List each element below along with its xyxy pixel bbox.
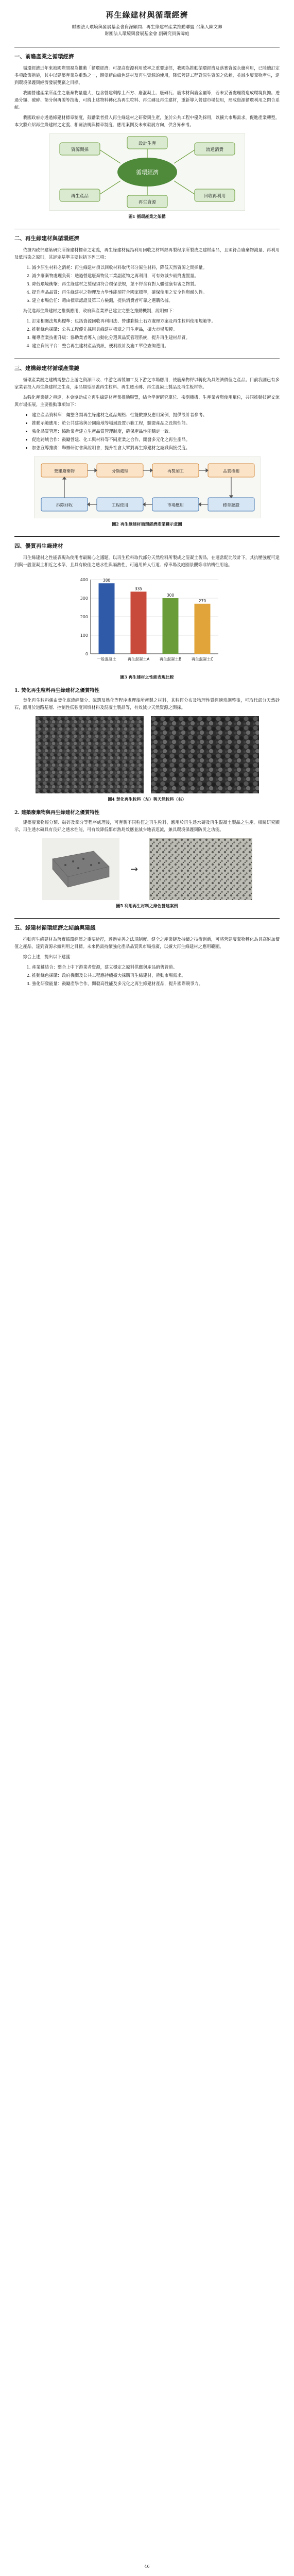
list-item: 3. 輔導產業技術升級：協助業者導入自動化分選與品質管理系統，提升再生建材品質。	[32, 334, 280, 341]
paragraph: 為強化產業鏈之串連，本會協助成立再生綠建材產業推動聯盟，結合學術研究單位、檢測機構、生產業者與使用單位，共同推動技術交流與市場拓展。主要推動事項如下：	[14, 395, 280, 407]
diagram-node-label: 再製加工	[167, 469, 184, 473]
paragraph: 綜合上述，提出以下建議：	[23, 954, 75, 959]
x-tick-label: 再生混凝土B	[159, 657, 181, 662]
diagram-node-label: 再生產品	[71, 194, 89, 199]
list-item: 4. 建立資訊平台：整合再生建材產品資訊，便利設計及施工單位查詢選用。	[32, 342, 280, 349]
paragraph: 為促進再生綠建材之推廣應用，政府與產業界已建立完整之推動機制，說明如下：	[23, 308, 177, 313]
y-tick-label: 200	[80, 615, 88, 619]
figure-caption: 圖5 利用再生材料之綠色營建案例	[116, 903, 178, 908]
natural-aggregate-photo	[151, 716, 259, 793]
diagram-center-label: 循環經濟	[135, 169, 159, 176]
section-heading-2: 二、再生綠建材與循環經濟	[14, 229, 280, 242]
numbered-list	[14, 317, 280, 349]
numbered-list	[14, 963, 280, 987]
data-label: 335	[134, 586, 142, 591]
list-item: • 建立產品資料庫：彙整各類再生綠建材之產品規格、性能數據及應用案例，提供設計者參考。	[32, 411, 280, 418]
figure-2-diagram	[34, 456, 261, 518]
author-block	[14, 24, 280, 38]
incineration-aggregate-photo	[36, 716, 144, 793]
document-title: 再生綠建材與循環經濟	[106, 10, 188, 20]
bar	[194, 604, 210, 654]
diagram-node-label: 工程使用	[111, 503, 128, 507]
paragraph: 依據內政部建築研究所綠建材標章之定義，再生綠建材係指利用回收之材料經再製程序所製成之建材產品，且須符合廢棄物減量、再利用及低污染之原則，其評定基準主要包括下列三項：	[14, 247, 280, 260]
diagram-node-label: 分類處理	[111, 469, 128, 473]
performance-bar-chart	[70, 573, 224, 671]
list-item: • 強化品質管理：協助業者建立生產品質管理制度，確保產品性能穩定一致。	[32, 428, 280, 435]
figure-1-diagram	[49, 133, 245, 211]
diagram-node-label: 資源開採	[71, 147, 89, 152]
section-heading-5: 五、綠建材循環經濟之結論與建議	[14, 918, 280, 931]
list-item: 2. 推動綠色採購：公共工程優先採用具綠建材標章之再生產品，擴大市場規模。	[32, 326, 280, 333]
author-line-1: 財團法人環境與發展基金會資深顧問、再生綠建材產業推動聯盟 召集人陳文卿	[72, 25, 222, 30]
bar	[98, 583, 114, 654]
paragraph: 焚化再生粒料係由焚化底渣經篩分、磁選及熟化等程序處理後所產製之材料，其粒徑分布及物理性質經適當調整後，可取代部分天然砂石，應用於道路基層、控制性低強度回填材料及混凝土製品等，有效減少天然資源之開採。	[14, 698, 280, 710]
list-item: 2. 推動綠色採購：政府機關及公共工程應持續擴大採購再生綠建材，帶動市場需求。	[32, 972, 280, 979]
paragraph: 建築廢棄物經分類、破碎及篩分等程序處理後，可產製不同粒徑之再生粒料，應用於再生透水磚及再生混凝土製品之生產。相關研究顯示，再生透水磚具有良好之透水性能，可有效降低都市熱島效應並減少地表逕流，兼具環境保護與防災之功能。	[14, 820, 280, 832]
aggregate-photos	[14, 716, 280, 793]
bar	[130, 591, 146, 654]
subsection-heading-2: 2. 建築廢棄物與再生綠建材之優質特性	[14, 810, 100, 816]
brick-sample-photo	[42, 838, 119, 900]
y-tick-label: 0	[85, 652, 88, 656]
x-tick-label: 再生混凝土A	[127, 657, 149, 662]
diagram-node-label: 設計生產	[138, 141, 156, 146]
diagram-node-label: 市場應用	[167, 503, 184, 507]
data-label: 270	[198, 598, 206, 603]
diagram-node-label: 品質檢測	[222, 469, 239, 473]
y-tick-label: 400	[80, 578, 88, 582]
figure-caption: 圖2 再生綠建材循環經濟產業鏈示意圖	[112, 521, 182, 527]
list-item: 2. 減少廢棄物處理負荷：透過營建廢棄物及工業副產物之再利用，可有效減少最終處置量。	[32, 272, 280, 279]
porous-material-photo	[149, 838, 252, 900]
author-line-2: 財團法人環境與發展基金會 副研究員黃暐庭	[105, 31, 189, 37]
x-tick-label: 一般混凝土	[96, 657, 116, 662]
diagram-node-label: 拆除回收	[56, 503, 73, 507]
y-tick-label: 100	[80, 633, 88, 638]
arrow-icon: →	[130, 863, 139, 875]
list-item: 1. 訂定相關法規與標準：包括資源回收再利用法、營建剩餘土石方處理方案及再生粒料使用規範等。	[32, 317, 280, 325]
section-heading-4: 四、優質再生綠建材	[14, 536, 280, 550]
paragraph: 再生綠建材之性能表現為使用者最關心之議題。以再生粒料取代部分天然粒料所製成之混凝土製品，在適當配比設計下，其抗壓強度可達到與一般混凝土相近之水準，且具有較佳之透水性與隔熱性，可適用於人行道、停車場及庭園景觀等非結構性用途。	[14, 555, 280, 567]
paragraph: 循環產業鏈之建構需整合上游之資源回收、中游之再製加工及下游之市場應用，使廢棄物得以轉化為具經濟價值之產品。目前我國已有多家業者投入再生綠建材之生產，產品類型涵蓋再生粒料、再生透水磚、再生混凝土製品及再生板材等。	[14, 377, 280, 389]
diagram-node-label: 流通消費	[205, 147, 223, 152]
list-item: 4. 提升產品品質：再生綠建材之物理及力學性能須符合國家標準，確保使用之安全性與耐久性。	[32, 289, 280, 296]
section-heading-3: 三、建構綠建材循環產業鏈	[14, 359, 280, 372]
subsection-heading-1: 1. 焚化再生粒料再生綠建材之優質特性	[14, 688, 100, 693]
bullet-list	[14, 411, 280, 451]
page-number: 46	[144, 2564, 150, 2569]
figure-caption: 圖3 再生建材之性能表現比較	[120, 674, 174, 680]
paragraph: 我國營建產業所產生之廢棄物量龐大，包含營建剩餘土石方、廢混凝土、廢磚瓦、廢木材與廢金屬等，若未妥善處理將造成環境負擔。透過分類、破碎、篩分與再製等技術，可將上述物料轉化為再生粒料、再生磚及再生建材，重新導入營建市場使用，形成資源循環利用之閉合系統。	[14, 90, 280, 110]
y-tick-label: 300	[80, 596, 88, 601]
diagram-node-label: 再生資源	[138, 200, 156, 205]
list-item: • 加強宣導推廣：舉辦研討會與說明會，提升社會大眾對再生綠建材之認識與接受度。	[32, 444, 280, 451]
list-item: • 推動示範應用：於公共建築與公園綠地等場域設置示範工程，驗證產品之長期性能。	[32, 419, 280, 427]
diagram-node-label: 營建廢棄物	[54, 469, 75, 473]
list-item: 5. 建立市場信任：藉由標章認證及第三方檢測，提供消費者可靠之選購依據。	[32, 297, 280, 304]
diagram-node-label: 標章認證	[222, 503, 239, 507]
diagram-node-label: 回收再利用	[203, 194, 226, 199]
figure-caption: 圖1 循環產業之架構	[128, 214, 166, 219]
paragraph: 推動再生綠建材為落實循環經濟之重要途徑，透過完善之法規制度、健全之產業鏈及持續之技術創新，可將營建廢棄物轉化為具高附加價值之產品，達到資源永續利用之目標。未來仍需持續強化產品品質與市場推廣，以擴大再生綠建材之應用範圍。	[14, 937, 280, 949]
x-tick-label: 再生混凝土C	[191, 657, 213, 662]
list-item: 1. 減少原生材料之消耗：再生綠建材須以回收材料取代部分原生材料，降低天然資源之開採量。	[32, 264, 280, 271]
list-item: 1. 產業鏈結合：整合上中下游業者資源，建立穩定之原料供應與產品銷售管道。	[32, 963, 280, 971]
section-heading-1: 一、前瞻產業之循環經濟	[14, 47, 280, 60]
data-label: 300	[166, 593, 174, 598]
numbered-list	[14, 264, 280, 304]
data-label: 380	[102, 578, 110, 583]
list-item: 3. 降低環境衝擊：再生綠建材之製程須符合環保法規，並不得含有對人體健康有害之物質。	[32, 280, 280, 287]
paragraph: 循環經濟近年來被國際間視為推動「循環經濟」可提高資源利用效率之重要途徑，我國為推動循環經濟及落實資源永續利用，已陸續訂定多項政策措施，其中以建築產業為重點之一，期望藉由綠色建材及再生資源的使用，降低營建工程對原生資源之依賴，並減少廢棄物產生，達到環境保護與經濟發展雙贏之目標。	[14, 65, 280, 85]
list-item: • 促進跨域合作：鼓勵營建、化工與材料等不同產業之合作，開發多元化之再生產品。	[32, 436, 280, 443]
paragraph: 我國政府亦透過綠建材標章制度，鼓勵業者投入再生綠建材之研發與生產，並於公共工程中優先採用，以擴大市場需求，促進產業轉型。本文將介紹再生綠建材之定義、相關法規與標章制度、應用案例及未來發展方向，供各界參考。	[14, 115, 280, 127]
green-construction-photos	[14, 838, 280, 900]
list-item: 3. 強化研發能量：鼓勵產學合作，開發高性能及多元化之再生綠建材產品，提升國際競爭力。	[32, 980, 280, 987]
bar	[162, 598, 178, 654]
figure-caption: 圖4 焚化再生粒料（左）與天然粒料（右）	[108, 796, 186, 802]
